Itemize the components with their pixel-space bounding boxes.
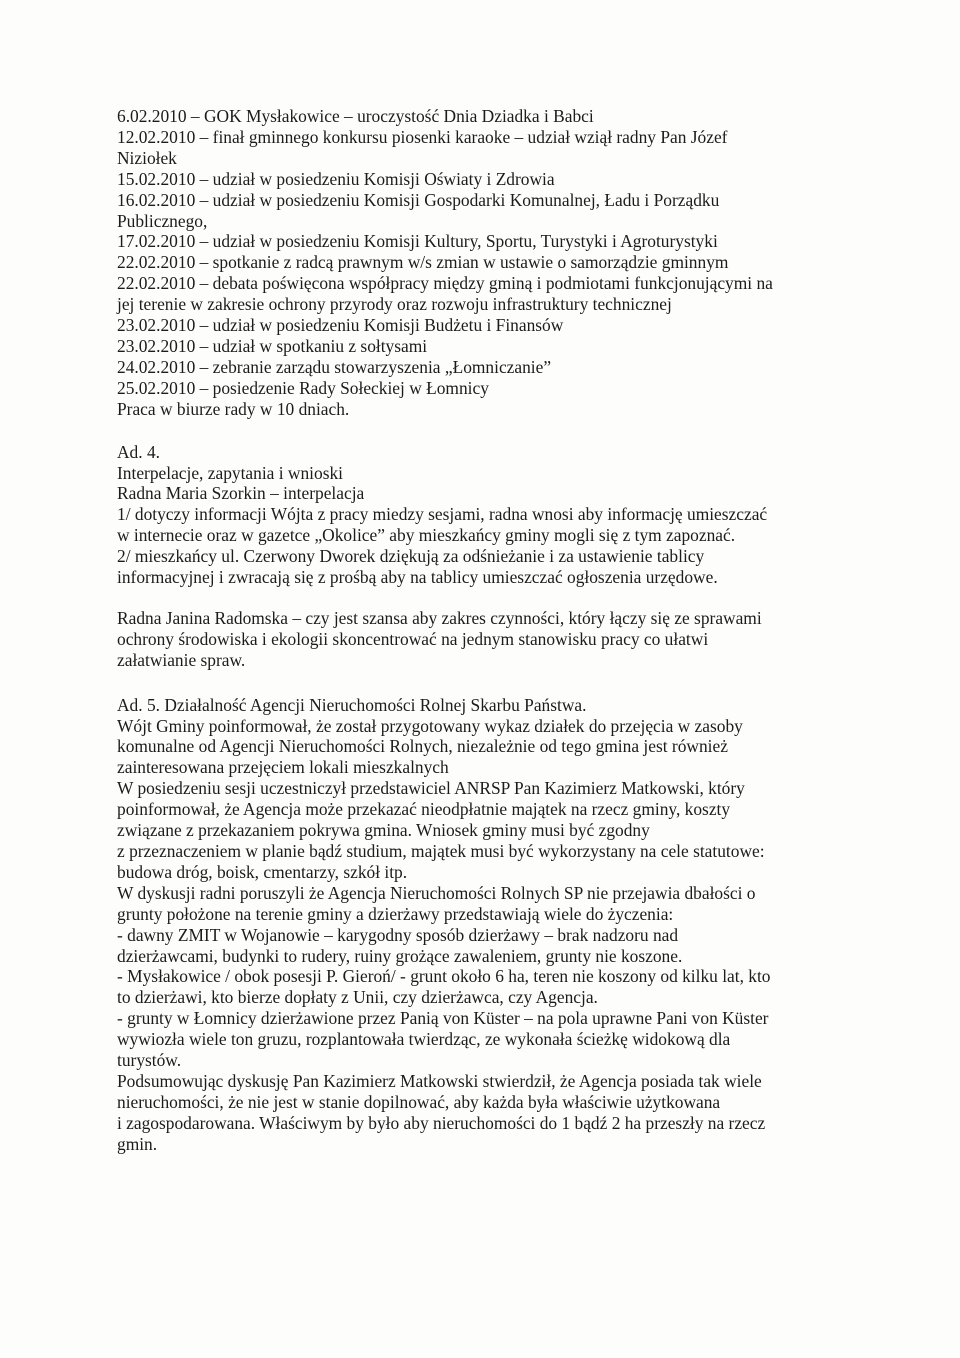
text-line: Radna Janina Radomska – czy jest szansa aby zakres czynności, który łączy się ze sprawami [117,607,762,628]
text-line: Wójt Gminy poinformował, że został przygotowany wykaz działek do przejęcia w zasoby [117,715,743,736]
text-line: Radna Maria Szorkin – interpelacja [117,483,365,504]
paragraph-gap [117,671,852,695]
text-line: Praca w biurze rady w 10 dniach. [117,398,350,419]
meetings-list [117,106,852,420]
text-line: 6.02.2010 – GOK Mysłakowice – uroczystość Dnia Dziadka i Babci [117,106,594,126]
text-line: W posiedzeniu sesji uczestniczył przedstawiciel ANRSP Pan Kazimierz Matkowski, który [117,778,745,799]
section-heading: Ad. 5. Działalność Agencji Nieruchomości Rolnej Skarbu Państwa. [117,694,587,715]
text-line: - grunty w Łomnicy dzierżawione przez Panią von Küster – na pola uprawne Pani von Küster [117,1008,769,1029]
text-line: 2/ mieszkańcy ul. Czerwony Dworek dziękują za odśnieżanie i za ustawienie tablicy [117,546,705,567]
paragraph-gap [117,588,852,608]
text-line: budowa dróg, boisk, cmentarzy, szkół itp. [117,861,408,882]
text-line: to dzierżawi, kto bierze dopłaty z Unii, czy dzierżawca, czy Agencja. [117,987,598,1008]
text-line: 23.02.2010 – udział w spotkaniu z sołtysami [117,335,428,356]
text-line: - Mysłakowice / obok posesji P. Gieroń/ - grunt około 6 ha, teren nie koszony od kilku lat, kto [117,966,771,987]
text-line: 16.02.2010 – udział w posiedzeniu Komisji Gospodarki Komunalnej, Ładu i Porządku [117,189,720,210]
text-line: 1/ dotyczy informacji Wójta z pracy miedzy sesjami, radna wnosi aby informację umieszczać [117,504,768,525]
text-line: zainteresowana przejęciem lokali mieszkalnych [117,757,449,778]
radomska-paragraph [117,608,852,671]
text-line: 17.02.2010 – udział w posiedzeniu Komisji Kultury, Sportu, Turystyki i Agroturystyki [117,231,718,252]
text-line: 22.02.2010 – debata poświęcona współpracy między gminą i podmiotami funkcjonującymi na [117,273,773,294]
section-heading: Ad. 4. [117,441,160,462]
text-line: dzierżawcami, budynki to rudery, ruiny grożące zawaleniem, grunty nie koszone. [117,945,683,966]
text-line: wywiozła wiele ton gruzu, rozplantowała twierdząc, ze wykonała ścieżkę widokową dla [117,1029,731,1050]
text-line: 23.02.2010 – udział w posiedzeniu Komisji Budżetu i Finansów [117,315,564,336]
text-line: poinformował, że Agencja może przekazać nieodpłatnie majątek na rzecz gminy, koszty [117,799,731,820]
document-body [117,106,852,1155]
text-line: Interpelacje, zapytania i wnioski [117,462,343,483]
text-line: w internecie oraz w gazetce „Okolice” aby mieszkańcy gminy mogli się z tym zapoznać. [117,525,736,546]
text-line: Publicznego, [117,210,208,231]
interpellations-section [117,442,852,588]
text-line: 22.02.2010 – spotkanie z radcą prawnym w/s zmian w ustawie o samorządzie gminnym [117,252,729,273]
text-line: grunty położone na terenie gminy a dzierżawy przedstawiają wiele do życzenia: [117,903,674,924]
text-line: nieruchomości, że nie jest w stanie dopilnować, aby każda była właściwie użytkowana [117,1091,721,1112]
text-line: z przeznaczeniem w planie bądź studium, majątek musi być wykorzystany na cele statutowe: [117,841,765,861]
text-line: 25.02.2010 – posiedzenie Rady Sołeckiej w Łomnicy [117,377,489,398]
text-line: Podsumowując dyskusję Pan Kazimierz Matkowski stwierdził, że Agencja posiada tak wiele [117,1070,762,1091]
text-line: jej terenie w zakresie ochrony przyrody oraz rozwoju infrastruktury technicznej [117,294,672,315]
paragraph-gap [117,420,852,442]
text-line: i zagospodarowana. Właściwym by było aby nieruchomości do 1 bądź 2 ha przeszły na rzecz [117,1112,766,1133]
text-line: - dawny ZMIT w Wojanowie – karygodny sposób dzierżawy – brak nadzoru nad [117,924,679,945]
agency-section [117,695,852,1155]
text-line: 15.02.2010 – udział w posiedzeniu Komisji Oświaty i Zdrowia [117,168,555,189]
text-line: 24.02.2010 – zebranie zarządu stowarzyszenia „Łomniczanie” [117,356,552,377]
text-line: Niziołek [117,147,177,168]
text-line: ochrony środowiska i ekologii skoncentrować na jednym stanowisku pracy co ułatwi [117,628,709,649]
text-line: turystów. [117,1050,182,1071]
text-line: załatwianie spraw. [117,649,246,670]
text-line: 12.02.2010 – finał gminnego konkursu piosenki karaoke – udział wziął radny Pan Józef [117,126,728,147]
text-line: gmin. [117,1133,158,1154]
text-line: informacyjnej i zwracają się z prośbą aby na tablicy umieszczać ogłoszenia urzędowe. [117,567,718,588]
text-line: komunalne od Agencji Nieruchomości Rolnych, niezależnie od tego gmina jest również [117,736,728,757]
text-line: W dyskusji radni poruszyli że Agencja Nieruchomości Rolnych SP nie przejawia dbałości o [117,882,756,903]
text-line: związane z przekazaniem pokrywa gmina. Wniosek gminy musi być zgodny [117,820,650,841]
